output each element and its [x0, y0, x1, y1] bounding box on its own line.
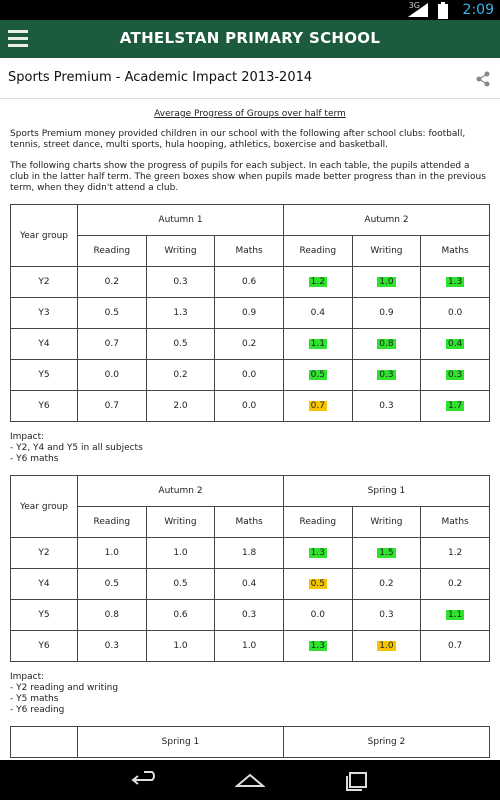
term-header: Autumn 2 [78, 476, 284, 507]
progress-table-1 [10, 204, 490, 422]
value-cell [78, 391, 147, 422]
value-cell [352, 600, 421, 631]
value: 0.5 [104, 579, 119, 589]
value-cell [283, 267, 352, 298]
value: 0.5 [173, 579, 188, 589]
app-bar [0, 20, 500, 58]
network-type: 3G [408, 1, 420, 10]
year-cell: Y6 [11, 391, 78, 422]
term-header: Spring 1 [78, 727, 284, 758]
progress-table-2 [10, 475, 490, 662]
year-cell: Y2 [11, 267, 78, 298]
value-cell [146, 298, 215, 329]
value: 0.3 [379, 370, 394, 380]
value: 1.3 [447, 277, 463, 287]
value-cell [283, 569, 352, 600]
year-cell: Y2 [11, 538, 78, 569]
value-cell [146, 538, 215, 569]
year-cell: Y5 [11, 600, 78, 631]
value: 0.8 [104, 610, 119, 620]
subject-header: Writing [146, 507, 215, 538]
value: 1.2 [310, 277, 325, 287]
impact-line: - Y2 reading and writing [10, 683, 119, 693]
value: 0.0 [241, 370, 257, 380]
value-cell [146, 329, 215, 360]
value-cell [215, 538, 284, 569]
value-cell [78, 329, 147, 360]
value: 0.0 [241, 401, 257, 411]
value: 0.5 [104, 308, 119, 318]
value: 0.9 [379, 308, 394, 318]
subject-header: Reading [283, 507, 352, 538]
value-cell [421, 329, 490, 360]
year-cell: Y4 [11, 329, 78, 360]
value: 0.3 [447, 370, 463, 380]
value: 1.0 [173, 641, 188, 651]
value: 0.4 [241, 579, 257, 589]
table-row [11, 267, 490, 298]
value: 0.0 [310, 610, 325, 620]
subject-header: Maths [215, 507, 284, 538]
value: 0.7 [104, 339, 119, 349]
subject-header: Maths [215, 236, 284, 267]
value: 0.5 [310, 579, 325, 589]
value: 0.7 [104, 401, 119, 411]
value: 1.3 [173, 308, 188, 318]
impact-line: - Y5 maths [10, 694, 59, 704]
intro-paragraph-2: The following charts show the progress of pupils for each subject. In each table, the pupils attended a club in the latter half term. The green boxes show when pupils made better progress than in the previous term, when they didn't attend a club. [10, 161, 486, 193]
subject-header: Reading [283, 236, 352, 267]
year-group-header: Year group [11, 205, 78, 267]
value: 1.2 [447, 548, 463, 558]
subject-header: Writing [352, 507, 421, 538]
value: 1.0 [104, 548, 119, 558]
value: 1.0 [241, 641, 257, 651]
progress-table-3 [10, 726, 490, 758]
value: 1.7 [447, 401, 463, 411]
table-row [11, 569, 490, 600]
value-cell [146, 391, 215, 422]
table-row [11, 600, 490, 631]
value-cell [352, 329, 421, 360]
value: 2.0 [173, 401, 188, 411]
value-cell [352, 538, 421, 569]
term-header: Autumn 2 [283, 205, 489, 236]
subject-header: Maths [421, 236, 490, 267]
value: 0.3 [104, 641, 119, 651]
value: 0.4 [447, 339, 463, 349]
value: 0.6 [173, 610, 188, 620]
value: 0.5 [173, 339, 188, 349]
impact-line: Impact: [10, 672, 45, 682]
value-cell [78, 569, 147, 600]
value: 0.2 [447, 579, 463, 589]
value: 1.3 [310, 641, 325, 651]
value-cell [146, 360, 215, 391]
year-cell: Y4 [11, 569, 78, 600]
value: 0.9 [241, 308, 257, 318]
content-area[interactable] [0, 58, 500, 760]
value-cell [215, 298, 284, 329]
value-cell [146, 267, 215, 298]
value-cell [215, 391, 284, 422]
table-row [11, 538, 490, 569]
value-cell [146, 600, 215, 631]
value-cell [78, 360, 147, 391]
value: 0.7 [310, 401, 325, 411]
value-cell [215, 569, 284, 600]
value: 0.5 [310, 370, 325, 380]
value-cell [78, 631, 147, 662]
value-cell [283, 600, 352, 631]
value-cell [215, 360, 284, 391]
signal-icon [408, 3, 428, 17]
value-cell [352, 569, 421, 600]
year-cell: Y6 [11, 631, 78, 662]
subject-header: Writing [352, 236, 421, 267]
clock: 2:09 [462, 2, 494, 18]
value-cell [421, 600, 490, 631]
value-cell [421, 538, 490, 569]
impact-line: - Y2, Y4 and Y5 in all subjects [10, 443, 143, 453]
value: 0.2 [379, 579, 394, 589]
subject-header: Writing [146, 236, 215, 267]
value-cell [352, 267, 421, 298]
value-cell [78, 600, 147, 631]
impact-line: - Y6 reading [10, 705, 65, 715]
value: 1.0 [379, 641, 394, 651]
value-cell [146, 631, 215, 662]
subject-header: Reading [78, 236, 147, 267]
value-cell [352, 298, 421, 329]
year-group-header: Year group [11, 476, 78, 538]
value: 1.3 [310, 548, 325, 558]
value: 0.3 [173, 277, 188, 287]
value: 1.0 [379, 277, 394, 287]
value-cell [421, 298, 490, 329]
value: 0.0 [104, 370, 119, 380]
value-cell [78, 538, 147, 569]
value-cell [283, 538, 352, 569]
value-cell [78, 298, 147, 329]
back-icon[interactable] [130, 768, 160, 792]
value-cell [352, 631, 421, 662]
value: 0.6 [241, 277, 257, 287]
value: 0.3 [241, 610, 257, 620]
page-header [0, 58, 500, 99]
year-group-header [11, 727, 78, 758]
value-cell [215, 600, 284, 631]
impact-line: - Y6 maths [10, 454, 59, 464]
year-cell: Y5 [11, 360, 78, 391]
value-cell [283, 631, 352, 662]
status-bar [0, 0, 500, 20]
value: 1.5 [379, 548, 394, 558]
value-cell [283, 298, 352, 329]
value: 0.4 [310, 308, 325, 318]
page-title: Sports Premium - Academic Impact 2013-2014 [8, 70, 313, 85]
progress-tables [0, 204, 500, 716]
subject-header: Reading [78, 507, 147, 538]
value: 0.7 [447, 641, 463, 651]
subject-header: Maths [421, 507, 490, 538]
home-icon[interactable] [235, 768, 265, 792]
section-heading: Average Progress of Groups over half term [154, 109, 346, 119]
app-title: ATHELSTAN PRIMARY SCHOOL [119, 29, 381, 47]
value: 0.2 [241, 339, 257, 349]
value: 1.1 [447, 610, 463, 620]
value-cell [421, 267, 490, 298]
value-cell [78, 267, 147, 298]
table-row [11, 360, 490, 391]
value-cell [215, 631, 284, 662]
value-cell [215, 329, 284, 360]
value-cell [215, 267, 284, 298]
term-header: Spring 1 [283, 476, 489, 507]
battery-icon [438, 4, 448, 19]
value: 1.1 [310, 339, 325, 349]
value-cell [421, 569, 490, 600]
value-cell [283, 360, 352, 391]
term-header: Spring 2 [283, 727, 489, 758]
table-row [11, 631, 490, 662]
value: 0.3 [379, 610, 394, 620]
table-row [11, 329, 490, 360]
value: 1.8 [241, 548, 257, 558]
impact-notes [10, 432, 490, 465]
value-cell [283, 391, 352, 422]
recents-icon[interactable] [342, 768, 372, 792]
value: 0.3 [379, 401, 394, 411]
impact-line: Impact: [10, 432, 45, 442]
nav-bar [0, 760, 500, 800]
table-row [11, 391, 490, 422]
impact-notes [10, 672, 490, 716]
value: 0.2 [104, 277, 119, 287]
value-cell [352, 360, 421, 391]
value-cell [421, 631, 490, 662]
table-row [11, 298, 490, 329]
year-cell: Y3 [11, 298, 78, 329]
value-cell [421, 391, 490, 422]
value: 1.0 [173, 548, 188, 558]
value: 0.8 [379, 339, 394, 349]
value-cell [283, 329, 352, 360]
share-icon[interactable] [476, 71, 490, 87]
term-header: Autumn 1 [78, 205, 284, 236]
value: 0.2 [173, 370, 188, 380]
value-cell [352, 391, 421, 422]
value-cell [146, 569, 215, 600]
value-cell [421, 360, 490, 391]
intro-paragraph-1: Sports Premium money provided children in our school with the following after school clubs: football, tennis, street dance, multi sports, hula hooping, athletics, boxercise and basketball. [10, 129, 466, 150]
value: 0.0 [447, 308, 463, 318]
